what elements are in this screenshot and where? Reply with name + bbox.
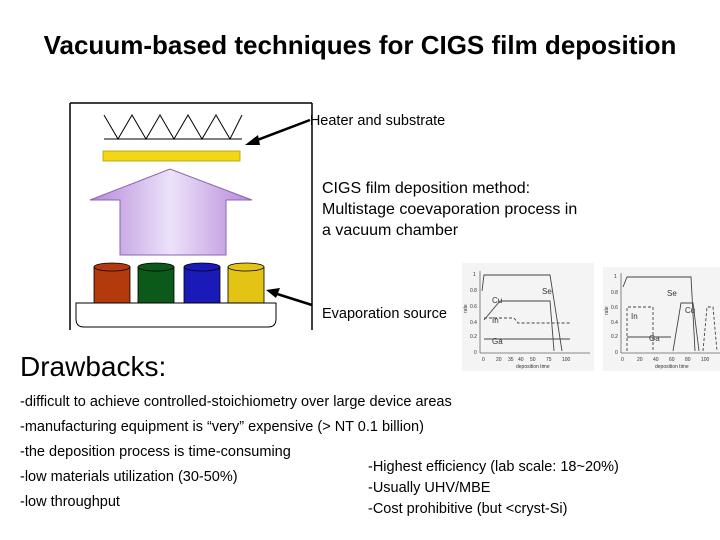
svg-text:0.2: 0.2 [470,334,477,340]
svg-text:50: 50 [530,357,536,363]
note-item: -Cost prohibitive (but <cryst-Si) [368,501,568,517]
svg-text:0.8: 0.8 [470,288,477,294]
svg-text:deposition time: deposition time [516,364,550,370]
method-line: a vacuum chamber [322,222,459,239]
svg-text:60: 60 [669,357,675,363]
note-item: -Usually UHV/MBE [368,480,491,496]
svg-text:Cu: Cu [492,296,503,305]
heater-substrate-label: -Heater and substrate [305,113,446,129]
svg-text:Ga: Ga [649,334,660,343]
svg-text:rate: rate [463,304,469,313]
method-line: Multistage coevaporation process in [322,201,578,218]
drawback-item: -difficult to achieve controlled-stoichiometry over large device areas [20,394,452,410]
svg-text:Se: Se [667,289,677,298]
svg-text:0: 0 [615,350,618,356]
svg-text:1: 1 [614,274,617,280]
svg-text:0.6: 0.6 [611,305,618,311]
rate-profile-graph-left [462,263,594,371]
drawback-item: -manufacturing equipment is “very” expensive (> NT 0.1 billion) [20,419,424,435]
substrate [103,151,240,161]
svg-text:Cu: Cu [685,306,696,315]
source-pointer-arrowhead [266,288,280,298]
drawback-item: -the deposition process is time-consuming [20,444,291,460]
svg-text:40: 40 [653,357,659,363]
rate-profile-graph-right [603,267,720,371]
drawback-item: -low materials utilization (30-50%) [20,469,238,485]
heater-coil [104,115,242,139]
heater-pointer-arrowhead [245,135,260,145]
notes-list [368,457,619,519]
svg-text:0.2: 0.2 [611,334,618,340]
drawbacks-heading: Drawbacks: [20,351,167,382]
note-item: -Highest efficiency (lab scale: 18~20%) [368,459,619,475]
svg-text:1: 1 [473,272,476,278]
vapor-flow-arrow [90,169,252,255]
svg-text:Se: Se [542,287,552,296]
svg-text:deposition time: deposition time [655,364,689,370]
svg-text:In: In [492,316,499,325]
svg-text:Ga: Ga [492,337,503,346]
svg-text:100: 100 [562,357,571,363]
svg-text:0: 0 [621,357,624,363]
method-description [322,178,577,241]
svg-text:0.4: 0.4 [470,320,477,326]
svg-text:20: 20 [496,357,502,363]
svg-text:0: 0 [482,357,485,363]
svg-text:35: 35 [508,357,514,363]
svg-text:0.8: 0.8 [611,290,618,296]
evaporation-source-label: Evaporation source [322,306,447,322]
heater-pointer-arrow [252,120,310,142]
svg-text:80: 80 [685,357,691,363]
method-line: CIGS film deposition method: [322,180,531,197]
svg-text:0: 0 [474,350,477,356]
page-title: Vacuum-based techniques for CIGS film deposition [43,30,677,60]
svg-text:40: 40 [518,357,524,363]
svg-text:20: 20 [637,357,643,363]
drawback-item: -low throughput [20,494,120,510]
svg-text:100: 100 [701,357,710,363]
svg-text:rate: rate [604,306,610,315]
svg-text:In: In [631,312,638,321]
source-pointer-arrow [274,293,312,305]
svg-text:75: 75 [546,357,552,363]
svg-text:0.4: 0.4 [611,320,618,326]
svg-text:0.6: 0.6 [470,304,477,310]
vacuum-chamber-diagram [40,95,340,335]
source-tray [76,303,276,327]
